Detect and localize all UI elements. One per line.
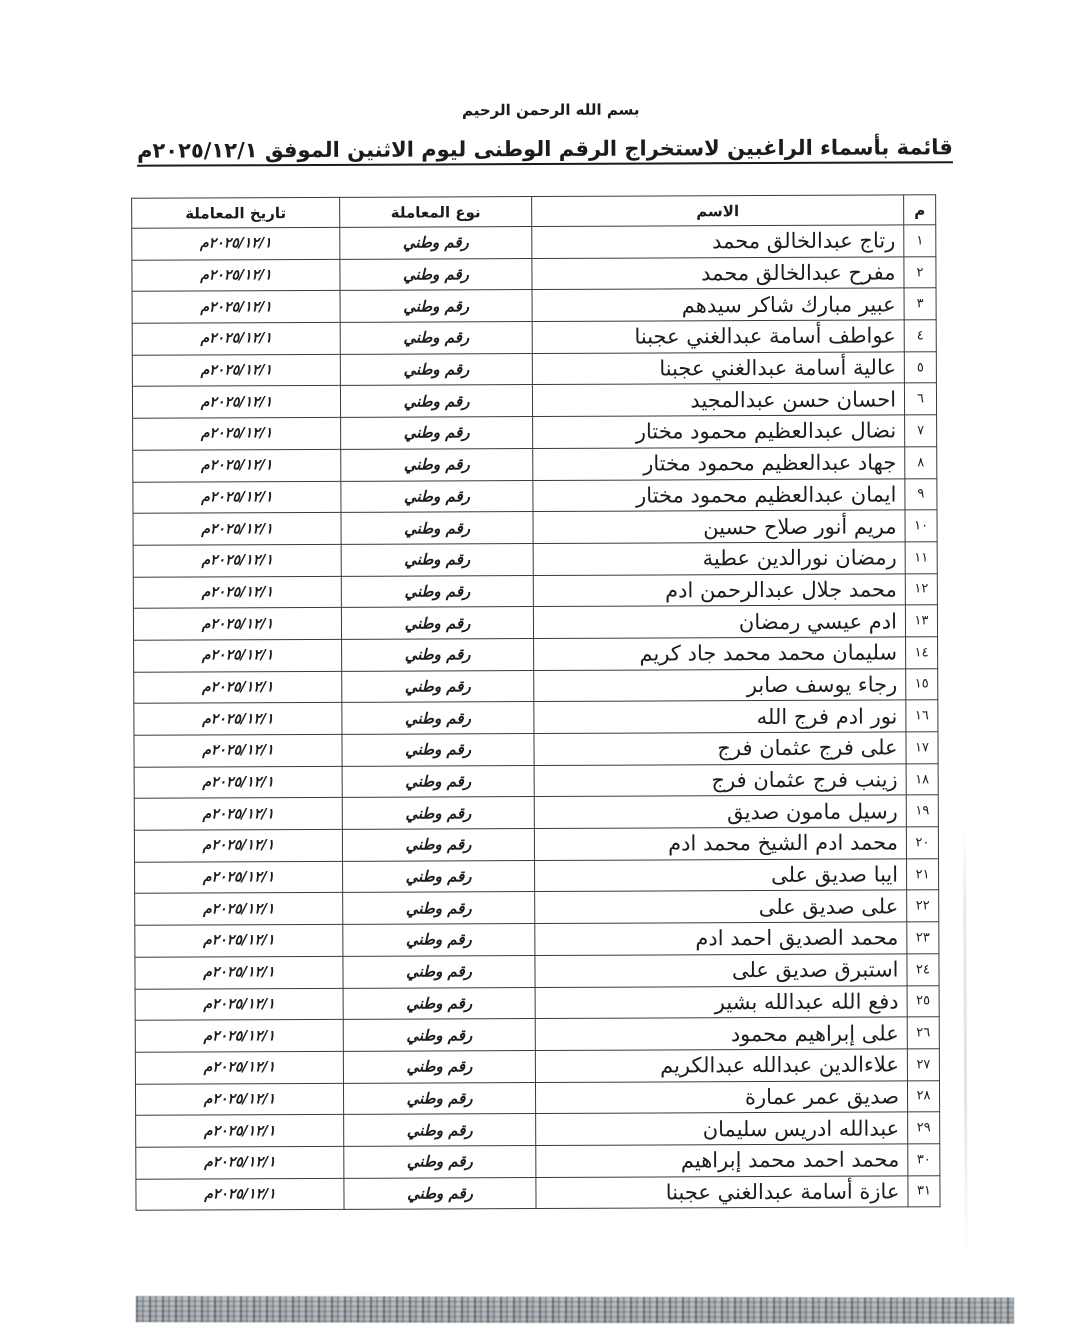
table-row [134, 447, 938, 482]
row-index-cell: ٢٣ [908, 922, 940, 954]
row-index-cell: ١٩ [907, 795, 939, 827]
row-index-cell: ١٣ [906, 605, 938, 637]
row-name-cell: سليمان محمد محمد جاد كريم [535, 637, 907, 670]
row-date-cell: ٢٠٢٥/١٢/١م [136, 861, 344, 894]
row-date-cell: ٢٠٢٥/١٢/١م [134, 576, 342, 609]
row-type-cell: رقم وطني [345, 1177, 537, 1210]
table-row [135, 827, 939, 862]
scan-streak-artifact [964, 828, 969, 1258]
table-row [134, 510, 938, 545]
row-name-cell: ايبا صديق على [536, 859, 908, 892]
table-row [134, 542, 938, 577]
table-row [133, 288, 937, 323]
row-name-cell: رسيل مامون صديق [535, 795, 907, 828]
row-type-cell: رقم وطني [343, 670, 535, 703]
row-name-cell: رتاج عبدالخالق محمد [533, 225, 905, 258]
row-type-cell: رقم وطني [343, 702, 535, 735]
row-date-cell: ٢٠٢٥/١٢/١م [134, 481, 342, 514]
row-index-cell: ٢١ [908, 859, 940, 891]
row-date-cell: ٢٠٢٥/١٢/١م [133, 386, 341, 419]
row-date-cell: ٢٠٢٥/١٢/١م [136, 1083, 344, 1116]
row-date-cell: ٢٠٢٥/١٢/١م [136, 956, 344, 989]
table-row [136, 859, 940, 894]
row-type-cell: رقم وطني [344, 860, 536, 893]
table-row [133, 256, 937, 291]
row-date-cell: ٢٠٢٥/١٢/١م [135, 703, 343, 736]
row-name-cell: جهاد عبدالعظيم محمود مختار [534, 447, 906, 480]
table-row [136, 1017, 940, 1052]
row-type-cell: رقم وطني [345, 1114, 537, 1147]
row-type-cell: رقم وطني [344, 1019, 536, 1052]
row-name-cell: مريم أنور صلاح حسين [534, 510, 906, 543]
row-index-cell: ٥ [905, 352, 937, 384]
table-row [137, 1144, 941, 1179]
row-date-cell: ٢٠٢٥/١٢/١م [136, 924, 344, 957]
row-name-cell: ايمان عبدالعظيم محمود مختار [534, 478, 906, 511]
row-date-cell: ٢٠٢٥/١٢/١م [137, 1115, 345, 1148]
row-date-cell: ٢٠٢٥/١٢/١م [133, 259, 341, 292]
row-index-cell: ٩ [906, 478, 938, 510]
row-date-cell: ٢٠٢٥/١٢/١م [134, 449, 342, 482]
scanner-edge-artifact [137, 1296, 1015, 1324]
table-row [135, 763, 939, 798]
table-row [133, 320, 937, 355]
row-type-cell: رقم وطني [343, 765, 535, 798]
row-index-cell: ٢٠ [907, 827, 939, 859]
table-row [136, 985, 940, 1020]
row-type-cell: رقم وطني [344, 955, 536, 988]
header-transaction-date: تاريخ المعاملة [133, 197, 341, 228]
row-index-cell: ٢٩ [909, 1112, 941, 1144]
row-date-cell: ٢٠٢٥/١٢/١م [135, 829, 343, 862]
table-row [135, 700, 939, 735]
table-row [137, 1112, 941, 1147]
row-name-cell: نور ادم فرج الله [535, 700, 907, 733]
row-index-cell: ١٨ [907, 763, 939, 795]
row-index-cell: ١١ [906, 542, 938, 574]
bismillah-text: بسم الله الرحمن الرحيم [462, 100, 641, 120]
row-name-cell: علاءالدين عبدالله عبدالكريم [536, 1049, 908, 1082]
row-type-cell: رقم وطني [342, 448, 534, 481]
row-name-cell: محمد ادم الشيخ محمد ادم [535, 827, 907, 860]
row-date-cell: ٢٠٢٥/١٢/١م [136, 988, 344, 1021]
header-transaction-type: نوع المعاملة [341, 197, 533, 228]
row-date-cell: ٢٠٢٥/١٢/١م [135, 671, 343, 704]
row-index-cell: ٣٠ [909, 1144, 941, 1176]
row-name-cell: دفع الله عبدالله بشير [536, 985, 908, 1018]
table-body [133, 225, 941, 1211]
row-date-cell: ٢٠٢٥/١٢/١م [135, 639, 343, 672]
row-type-cell: رقم وطني [341, 227, 533, 260]
row-type-cell: رقم وطني [343, 829, 535, 862]
row-type-cell: رقم وطني [344, 987, 536, 1020]
row-name-cell: صديق عمر عمارة [536, 1080, 908, 1113]
row-date-cell: ٢٠٢٥/١٢/١م [133, 227, 341, 260]
row-date-cell: ٢٠٢٥/١٢/١م [134, 513, 342, 546]
row-index-cell: ٨ [906, 447, 938, 479]
row-date-cell: ٢٠٢٥/١٢/١م [135, 734, 343, 767]
table-row [133, 225, 937, 260]
row-date-cell: ٢٠٢٥/١٢/١م [133, 322, 341, 355]
row-index-cell: ٢٨ [908, 1080, 940, 1112]
row-index-cell: ٢٧ [908, 1049, 940, 1081]
row-type-cell: رقم وطني [341, 258, 533, 291]
applicants-table [132, 194, 941, 1211]
row-type-cell: رقم وطني [341, 290, 533, 323]
row-type-cell: رقم وطني [345, 1145, 537, 1178]
row-type-cell: رقم وطني [342, 607, 534, 640]
row-index-cell: ٢٥ [908, 985, 940, 1017]
table-row [136, 1049, 940, 1084]
row-type-cell: رقم وطني [344, 1082, 536, 1115]
row-type-cell: رقم وطني [342, 512, 534, 545]
row-index-cell: ٤ [905, 320, 937, 352]
row-name-cell: عواطف أسامة عبدالغني عجبنا [533, 320, 905, 353]
row-index-cell: ٧ [906, 415, 938, 447]
row-name-cell: زينب فرج عثمان فرج [535, 764, 907, 797]
row-type-cell: رقم وطني [341, 353, 533, 386]
row-type-cell: رقم وطني [341, 385, 533, 418]
table-row [134, 478, 938, 513]
row-date-cell: ٢٠٢٥/١٢/١م [136, 893, 344, 926]
table-row [136, 954, 940, 989]
row-index-cell: ٢ [905, 256, 937, 288]
row-date-cell: ٢٠٢٥/١٢/١م [134, 417, 342, 450]
row-date-cell: ٢٠٢٥/١٢/١م [136, 1051, 344, 1084]
row-name-cell: على صديق على [536, 890, 908, 923]
row-name-cell: عبدالله ادريس سليمان [537, 1112, 909, 1145]
row-index-cell: ٢٤ [908, 954, 940, 986]
row-name-cell: عبير مبارك شاكر سيدهم [533, 288, 905, 321]
header-name: الاسم [533, 195, 905, 227]
row-type-cell: رقم وطني [341, 322, 533, 355]
row-name-cell: احسان حسن عبدالمجيد [533, 383, 905, 416]
row-index-cell: ٣ [905, 288, 937, 320]
row-date-cell: ٢٠٢٥/١٢/١م [137, 1178, 345, 1211]
row-date-cell: ٢٠٢٥/١٢/١م [135, 798, 343, 831]
row-type-cell: رقم وطني [343, 797, 535, 830]
table-row [135, 795, 939, 830]
row-date-cell: ٢٠٢٥/١٢/١م [135, 766, 343, 799]
page-title: قائمة بأسماء الراغبين لاستخراج الرقم الوطنى ليوم الاثنين الموفق ٢٠٢٥/١٢/١م [138, 135, 954, 163]
row-index-cell: ٢٦ [908, 1017, 940, 1049]
table-header-row [133, 195, 937, 229]
header-index: م [905, 195, 937, 225]
row-name-cell: محمد احمد محمد إبراهيم [537, 1144, 909, 1177]
row-type-cell: رقم وطني [344, 924, 536, 957]
row-type-cell: رقم وطني [343, 638, 535, 671]
row-index-cell: ١٦ [907, 700, 939, 732]
row-date-cell: ٢٠٢٥/١٢/١م [136, 1020, 344, 1053]
table-row [136, 1080, 940, 1115]
table-row [135, 668, 939, 703]
row-name-cell: عالية أسامة عبدالغني عجبنا [533, 352, 905, 385]
row-type-cell: رقم وطني [342, 480, 534, 513]
row-index-cell: ٦ [905, 383, 937, 415]
table-row [134, 605, 938, 640]
table-row [136, 890, 940, 925]
table-row [134, 573, 938, 608]
row-type-cell: رقم وطني [342, 575, 534, 608]
row-index-cell: ١٧ [907, 732, 939, 764]
table-row [136, 922, 940, 957]
row-date-cell: ٢٠٢٥/١٢/١م [133, 354, 341, 387]
table-row [135, 732, 939, 767]
table-row [135, 637, 939, 672]
row-index-cell: ٢٢ [908, 890, 940, 922]
row-name-cell: على فرج عثمان فرج [535, 732, 907, 765]
table-row [133, 352, 937, 387]
row-type-cell: رقم وطني [344, 1050, 536, 1083]
row-index-cell: ١٠ [906, 510, 938, 542]
row-date-cell: ٢٠٢٥/١٢/١م [134, 544, 342, 577]
row-date-cell: ٢٠٢٥/١٢/١م [137, 1146, 345, 1179]
row-name-cell: ادم عيسي رمضان [534, 605, 906, 638]
row-index-cell: ١٤ [907, 637, 939, 669]
row-name-cell: مفرح عبدالخالق محمد [533, 257, 905, 290]
table-row [137, 1175, 941, 1210]
row-index-cell: ١٢ [906, 573, 938, 605]
row-type-cell: رقم وطني [342, 543, 534, 576]
table-row [133, 383, 937, 418]
row-name-cell: محمد الصديق احمد ادم [536, 922, 908, 955]
row-name-cell: رمضان نورالدين عطية [534, 542, 906, 575]
row-name-cell: رجاء يوسف صابر [535, 669, 907, 702]
document-header [138, 0, 954, 163]
row-type-cell: رقم وطني [344, 892, 536, 925]
row-date-cell: ٢٠٢٥/١٢/١م [133, 291, 341, 324]
table-row [134, 415, 938, 450]
row-name-cell: محمد جلال عبدالرحمن ادم [534, 573, 906, 606]
row-index-cell: ٣١ [909, 1175, 941, 1207]
row-index-cell: ١٥ [907, 668, 939, 700]
row-name-cell: عازة أسامة عبدالغني عجبنا [537, 1176, 909, 1209]
row-date-cell: ٢٠٢٥/١٢/١م [134, 608, 342, 641]
row-name-cell: على إبراهيم محمود [536, 1017, 908, 1050]
row-name-cell: استبرق صديق على [536, 954, 908, 987]
row-type-cell: رقم وطني [342, 417, 534, 450]
row-index-cell: ١ [905, 225, 937, 257]
row-type-cell: رقم وطني [343, 734, 535, 767]
row-name-cell: نضال عبدالعظيم محمود مختار [534, 415, 906, 448]
